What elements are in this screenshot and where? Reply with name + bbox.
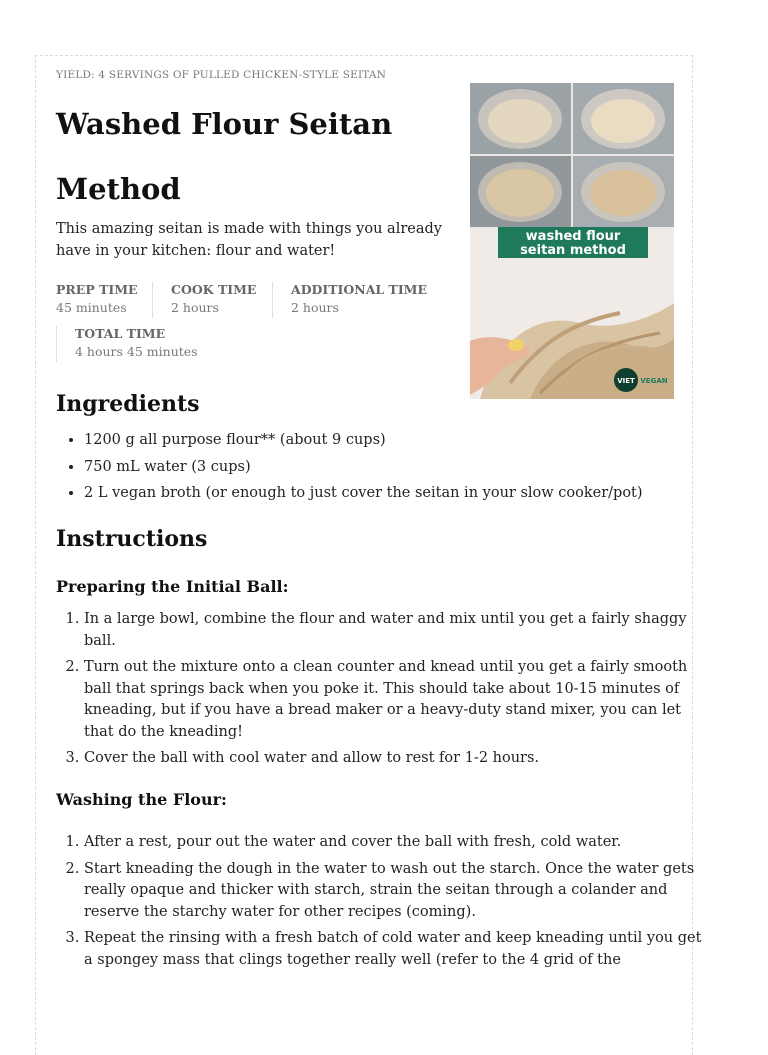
- instructions-heading: Instructions: [56, 526, 208, 552]
- instruction-step: 2. Start kneading the dough in the water to wash out the starch. Once the water gets really opaque and thicker with starch, strain the seitan through a colander and reserve the starchy water for other recipes (coming).: [84, 859, 704, 924]
- instruction-step: 1. In a large bowl, combine the flour and water and mix until you get a fairly shaggy ball.: [84, 609, 704, 652]
- time-divider: [56, 326, 57, 362]
- prep-time-label: PREP TIME: [56, 282, 138, 297]
- instruction-steps: [56, 832, 704, 976]
- ingredients-heading: Ingredients: [56, 391, 200, 417]
- ingredient-item: • 2 L vegan broth (or enough to just cover the seitan in your slow cooker/pot): [84, 483, 704, 505]
- cook-time-value: 2 hours: [171, 300, 219, 315]
- instruction-step: 3. Repeat the rinsing with a fresh batch of cold water and keep kneading until you get a spongey mass that clings together really well (refer to the 4 grid of the: [84, 928, 704, 971]
- logo-word: VEGAN: [640, 377, 668, 385]
- instruction-section-title: Washing the Flour:: [56, 790, 227, 809]
- total-time-label: TOTAL TIME: [75, 326, 166, 341]
- cook-time-label: COOK TIME: [171, 282, 257, 297]
- ingredient-item: • 750 mL water (3 cups): [84, 457, 704, 479]
- instruction-steps: [56, 609, 704, 775]
- time-divider: [272, 282, 273, 318]
- additional-time-value: 2 hours: [291, 300, 339, 315]
- prep-time: [56, 282, 138, 318]
- banner-line2: seitan method: [520, 243, 626, 258]
- recipe-title: Washed Flour Seitan Method: [56, 107, 393, 206]
- recipe-photo: [470, 83, 674, 399]
- banner-line1: washed flour: [525, 229, 621, 244]
- instruction-step: 3. Cover the ball with cool water and allow to rest for 1-2 hours.: [84, 748, 704, 770]
- total-time-value: 4 hours 45 minutes: [75, 344, 198, 359]
- logo-brand: VIET: [617, 377, 635, 385]
- additional-time-label: ADDITIONAL TIME: [291, 282, 428, 297]
- ingredients-list: [56, 430, 704, 510]
- instruction-step: 2. Turn out the mixture onto a clean counter and knead until you get a fairly smooth ball that springs back when you poke it. This should take about 10-15 minutes of kneading, but if you have a bread maker or a heavy-duty stand mixer, you can let that do the kneading!: [84, 657, 704, 743]
- instruction-section-title: Preparing the Initial Ball:: [56, 577, 289, 596]
- recipe-yield: YIELD: 4 SERVINGS OF PULLED CHICKEN-STYLE SEITAN: [56, 69, 387, 81]
- ingredient-item: • 1200 g all purpose flour** (about 9 cups): [84, 430, 704, 452]
- total-time: [75, 326, 198, 362]
- time-divider: [152, 282, 153, 318]
- recipe-summary: This amazing seitan is made with things you already have in your kitchen: flour and water!: [56, 221, 442, 259]
- instruction-step: 1. After a rest, pour out the water and cover the ball with fresh, cold water.: [84, 832, 704, 854]
- additional-time: [291, 282, 427, 318]
- prep-time-value: 45 minutes: [56, 300, 127, 315]
- cook-time: [171, 282, 256, 318]
